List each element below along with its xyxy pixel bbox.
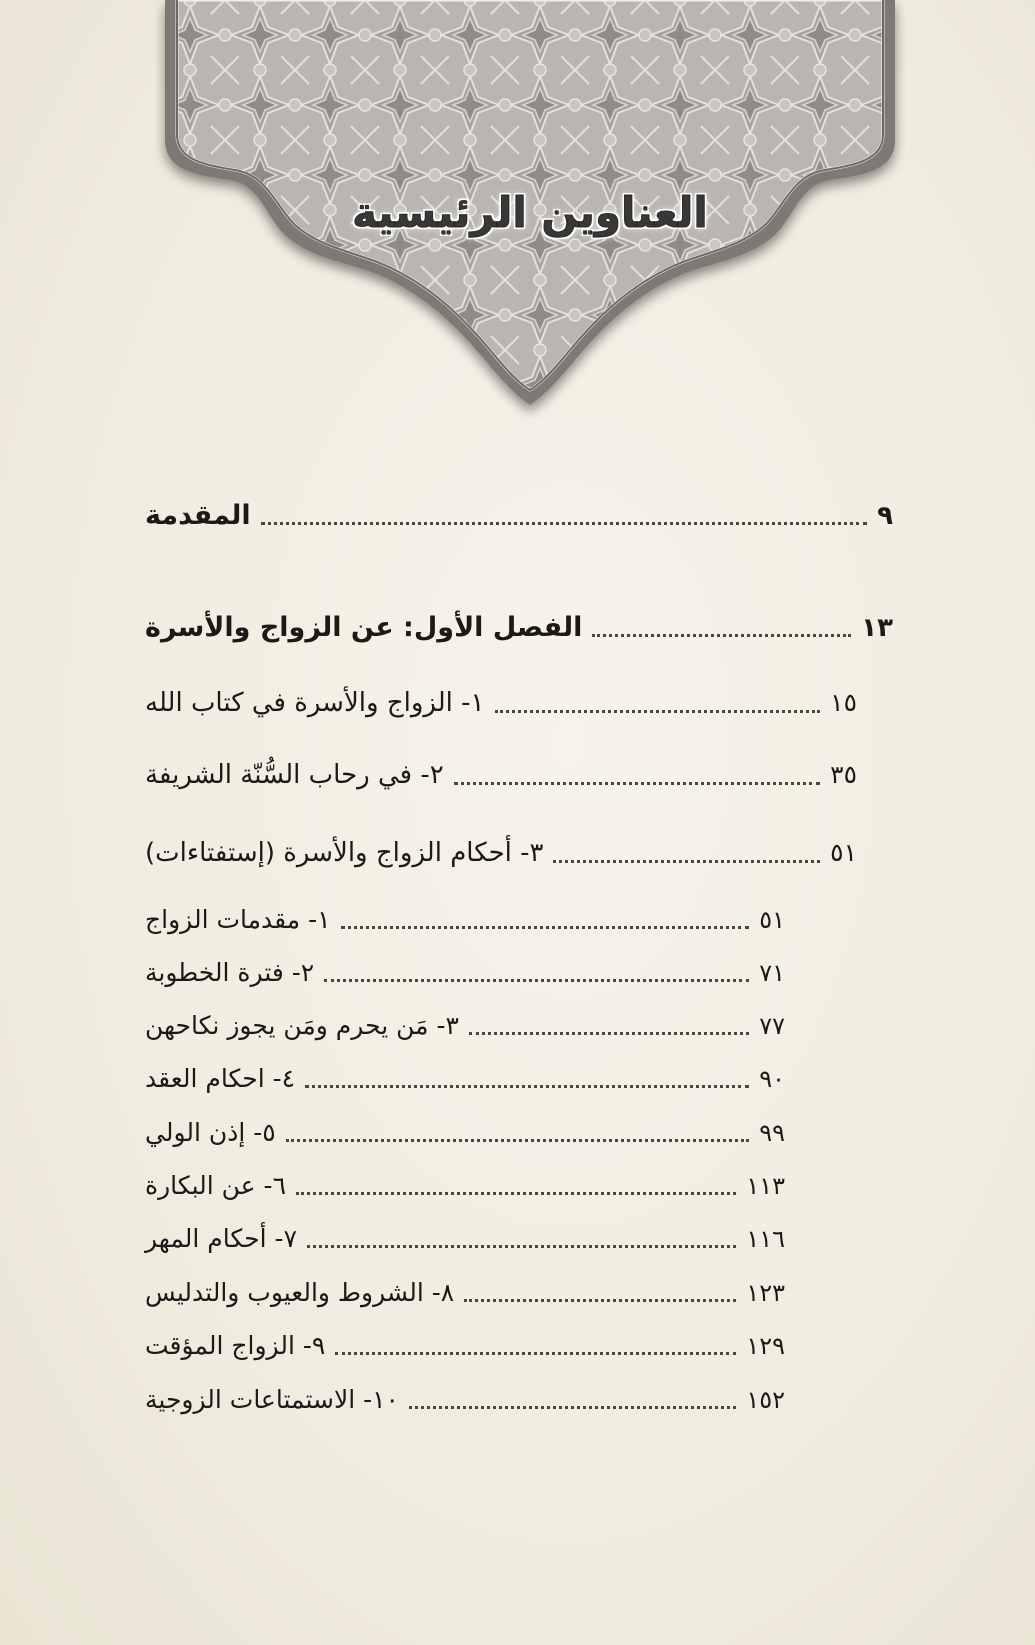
- leader-dots: [553, 860, 820, 863]
- toc-entry-label: ٢- فترة الخطوبة: [145, 958, 315, 987]
- toc-page-number: ١٢٩: [746, 1332, 785, 1360]
- toc-entry-label: ١- مقدمات الزواج: [145, 905, 331, 934]
- leader-dots: [261, 522, 868, 525]
- toc-page-number: ٩: [877, 501, 893, 531]
- toc-page-number: ٩٩: [759, 1119, 785, 1147]
- toc-entry-subsection-7[interactable]: [145, 1224, 785, 1253]
- leader-dots: [454, 782, 820, 785]
- toc-entry-label: ٣- مَن يحرم ومَن يجوز نكاحهن: [145, 1011, 459, 1040]
- toc-entry-label: ٤- احكام العقد: [145, 1064, 296, 1093]
- toc-page-number: ٥١: [830, 838, 857, 867]
- toc-page-number: ٣٥: [830, 760, 857, 789]
- leader-dots: [296, 1192, 736, 1195]
- toc-entry-label: ١- الزواج والأسرة في كتاب الله: [145, 688, 485, 718]
- leader-dots: [324, 979, 749, 982]
- leader-dots: [592, 634, 851, 637]
- page-title: العناوين الرئيسية: [352, 188, 708, 237]
- leader-dots: [464, 1299, 736, 1302]
- leader-dots: [305, 1085, 749, 1088]
- toc-page-number: ١٥٢: [746, 1386, 785, 1414]
- toc-entry-introduction[interactable]: [145, 500, 893, 531]
- toc-page-number: ٥١: [759, 906, 785, 934]
- toc-page-number: ١٢٣: [746, 1279, 785, 1307]
- toc-entry-label: ٥- إذن الولي: [145, 1118, 276, 1147]
- leader-dots: [307, 1245, 736, 1248]
- toc-page-number: ٧١: [759, 959, 785, 987]
- leader-dots: [495, 710, 821, 713]
- toc-entry-label: ٩- الزواج المؤقت: [145, 1331, 326, 1360]
- toc-entry-label: ٧- أحكام المهر: [145, 1224, 297, 1253]
- toc-entry-label: ٣- أحكام الزواج والأسرة (إستفتاءات): [145, 838, 544, 868]
- toc-entry-subsection-4[interactable]: [145, 1064, 785, 1093]
- toc-entry-label: المقدمة: [145, 500, 251, 531]
- toc-entry-label: ٦- عن البكارة: [145, 1171, 287, 1200]
- toc-entry-subsection-9[interactable]: [145, 1331, 785, 1360]
- toc-entry-subsection-1[interactable]: [145, 905, 785, 934]
- leader-dots: [286, 1139, 749, 1142]
- leader-dots: [469, 1032, 749, 1035]
- toc-entry-label: ٢- في رحاب السُّنّة الشريفة: [145, 760, 444, 790]
- toc-entry-subsection-10[interactable]: [145, 1385, 785, 1414]
- toc-page-number: ٩٠: [759, 1065, 785, 1093]
- leader-dots: [409, 1406, 736, 1409]
- toc-entry-section-3[interactable]: [145, 838, 857, 868]
- leader-dots: [335, 1352, 736, 1355]
- toc-page-number: ١٣: [861, 613, 893, 643]
- toc-entry-label: ٨- الشروط والعيوب والتدليس: [145, 1278, 455, 1307]
- toc-entry-subsection-3[interactable]: [145, 1011, 785, 1040]
- leader-dots: [341, 926, 750, 929]
- toc-page-number: ١١٦: [746, 1225, 785, 1253]
- toc-entry-subsection-2[interactable]: [145, 958, 785, 987]
- toc-entry-section-1[interactable]: [145, 688, 857, 718]
- toc-entry-label: الفصل الأول: عن الزواج والأسرة: [145, 612, 583, 643]
- toc-entry-subsection-8[interactable]: [145, 1278, 785, 1307]
- toc-entry-section-2[interactable]: [145, 760, 857, 790]
- toc-page-number: ١٥: [830, 688, 857, 717]
- toc-page-number: ٧٧: [759, 1012, 785, 1040]
- toc-entry-chapter-one[interactable]: [145, 612, 893, 643]
- toc-page-number: ١١٣: [746, 1172, 785, 1200]
- toc-entry-subsection-5[interactable]: [145, 1118, 785, 1147]
- toc-entry-subsection-6[interactable]: [145, 1171, 785, 1200]
- toc-entry-label: ١٠- الاستمتاعات الزوجية: [145, 1385, 399, 1414]
